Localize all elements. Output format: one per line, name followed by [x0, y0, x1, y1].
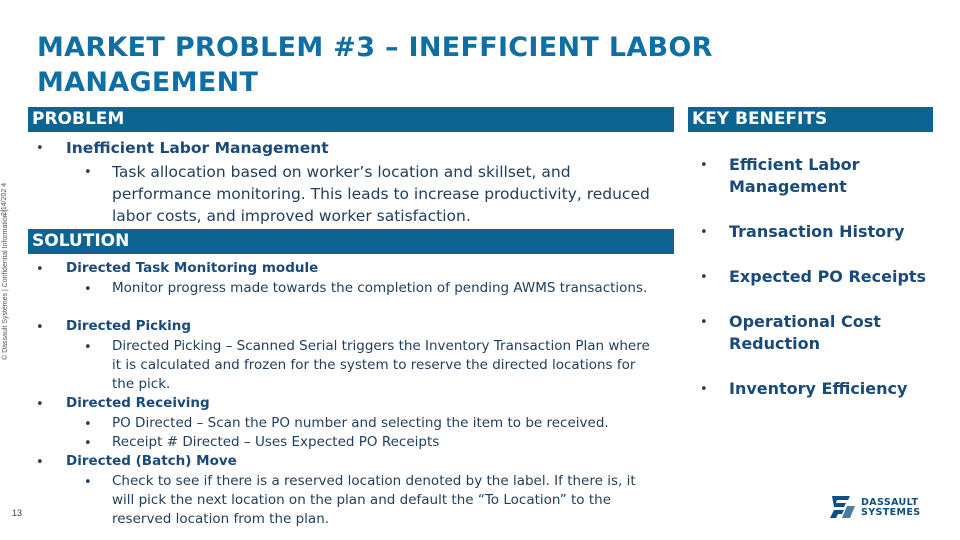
benefit-item: Transaction History	[729, 222, 905, 241]
slide-title: MARKET PROBLEM #3 – INEFFICIENT LABOR MANAGEMENT	[37, 32, 713, 98]
problem-heading: Inefficient Labor Management	[66, 139, 329, 157]
solution-item-detail: Receipt # Directed – Uses Expected PO Receipts	[112, 434, 440, 450]
bullet: •	[84, 417, 92, 432]
bullet: •	[700, 158, 708, 173]
benefits-header: KEY BENEFITS	[688, 107, 933, 132]
bullet: •	[36, 455, 44, 470]
solution-item-heading: Directed Receiving	[66, 395, 210, 411]
solution-item-heading: Directed (Batch) Move	[66, 453, 237, 469]
solution-item-heading: Directed Task Monitoring module	[66, 260, 319, 276]
logo-wordmark	[861, 498, 921, 518]
bullet: •	[700, 225, 708, 240]
bullet: •	[84, 282, 92, 297]
solution-item-heading: Directed Picking	[66, 318, 192, 334]
benefit-item: Inventory Efficiency	[729, 379, 908, 398]
benefit-item: Expected PO Receipts	[729, 267, 927, 286]
confidential-notice: © Dassault Systèmes | Confidential Information |	[2, 209, 9, 360]
solution-item-detail: Directed Picking – Scanned Serial triggers the Inventory Transaction Plan where it is calculated and frozen for the system to reserve the directed locations for the pick.	[112, 338, 650, 392]
bullet: •	[700, 382, 708, 397]
problem-header: PROBLEM	[28, 107, 674, 132]
page-number: 13	[12, 508, 23, 518]
problem-detail: Task allocation based on worker’s location and skillset, and performance monitoring. This leads to increase productivity, reduced labor costs, and improved worker satisfaction.	[112, 163, 650, 225]
bullet: •	[700, 315, 708, 330]
solution-item-detail: Check to see if there is a reserved location denoted by the label. If there is, it will pick the next location on the plan and default the “To Location” to the reserved location from the plan.	[112, 473, 636, 527]
bullet: •	[36, 320, 44, 335]
logo-line-1: DASSAULT	[861, 497, 919, 508]
solution-item-detail: PO Directed – Scan the PO number and selecting the item to be received.	[112, 415, 609, 431]
logo-line-2: SYSTEMES	[861, 507, 921, 518]
bullet: •	[84, 340, 92, 355]
bullet: •	[700, 270, 708, 285]
bullet: •	[84, 436, 92, 451]
bullet: •	[84, 475, 92, 490]
bullet: •	[36, 262, 44, 277]
benefit-item: Operational Cost Reduction	[729, 312, 881, 353]
slide-date: 2/14/202 4	[1, 182, 8, 216]
solution-header: SOLUTION	[28, 229, 674, 254]
solution-item-detail: Monitor progress made towards the completion of pending AWMS transactions.	[112, 280, 648, 296]
bullet: •	[36, 397, 44, 412]
bullet: •	[36, 141, 44, 156]
benefit-item: Efficient Labor Management	[729, 155, 860, 196]
bullet: •	[84, 165, 92, 180]
